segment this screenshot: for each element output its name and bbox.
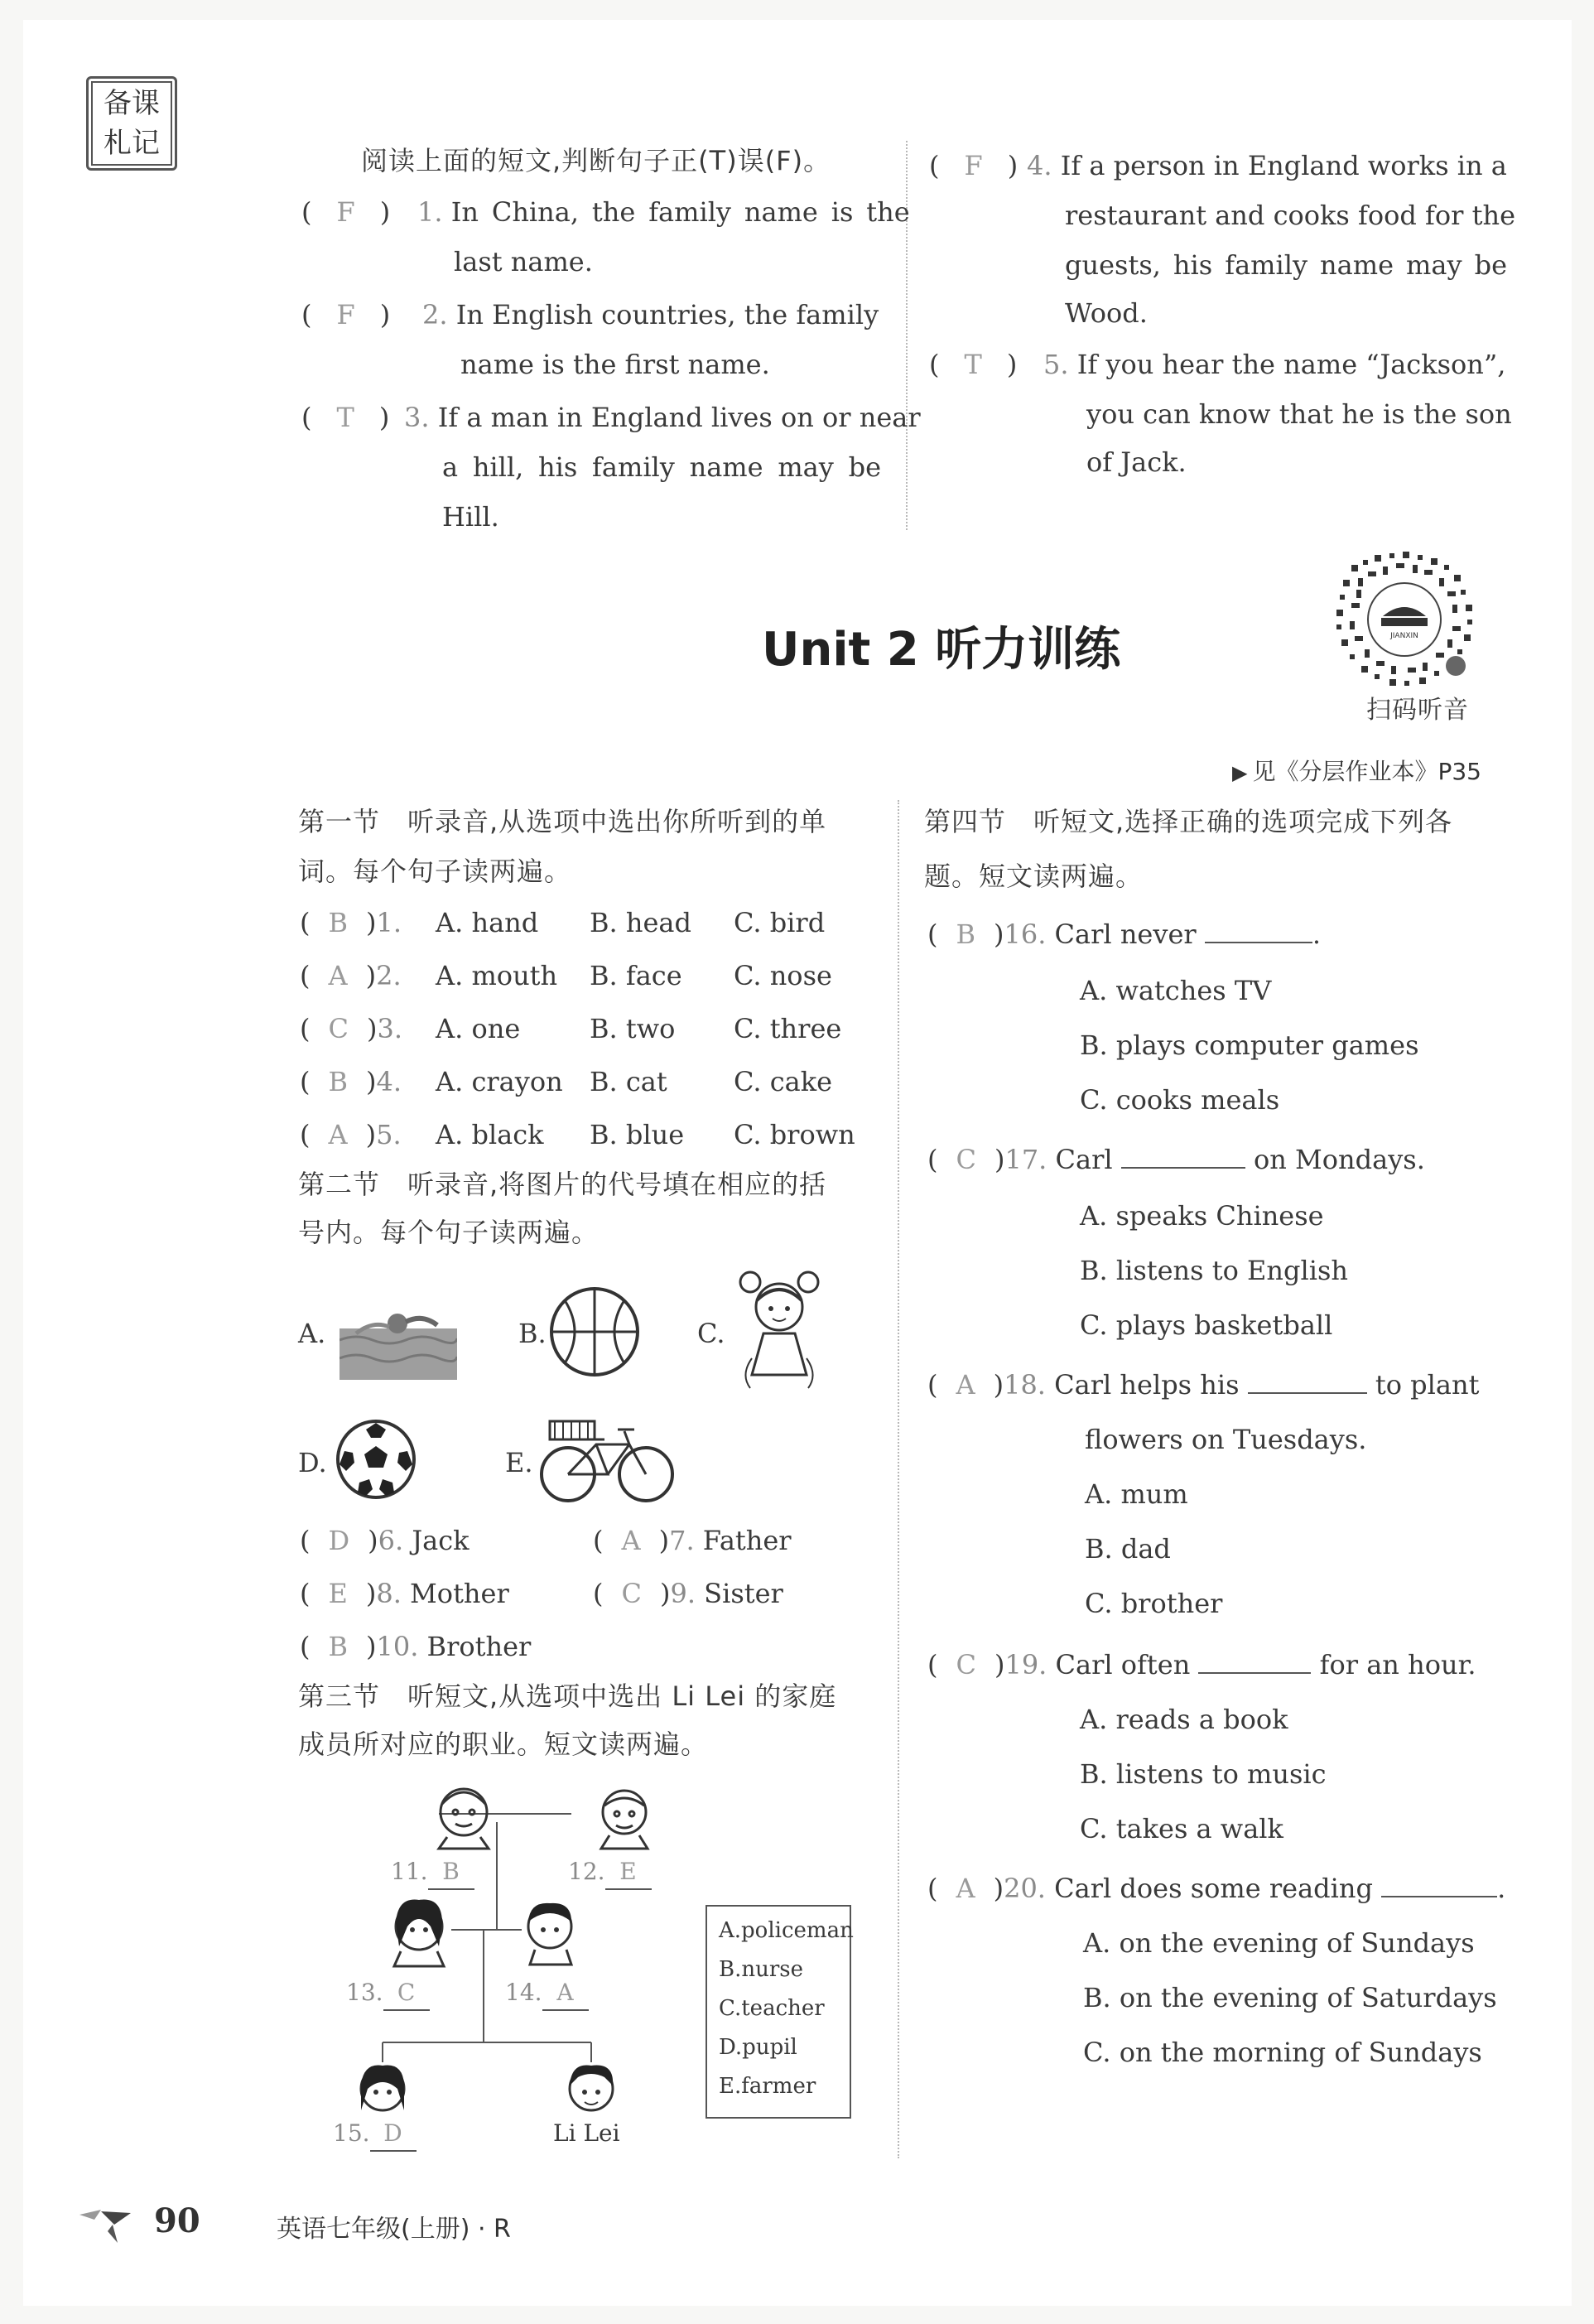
answer: C (328, 1013, 349, 1044)
section4-header-line2: 题。短文读两遍。 (924, 861, 1144, 892)
item-number: 13. (346, 1979, 383, 2006)
item-number: 16. (1004, 919, 1047, 950)
workbook-reference: ▶ 见《分层作业本》P35 (1232, 754, 1481, 787)
stem-pre: Carl never (1054, 919, 1197, 950)
section4-header-line1: 第四节 听短文,选择正确的选项完成下列各 (924, 806, 1453, 837)
pic-label-e: E. (505, 1447, 533, 1478)
item-number: 5. (1043, 349, 1069, 380)
answer: A (956, 1369, 975, 1401)
option-b: B. head (590, 907, 691, 938)
answer: B (956, 919, 975, 950)
item-text-1: If a man in England lives on or near (437, 402, 921, 433)
item-number: 20. (1004, 1873, 1046, 1904)
tree-label-15 (333, 2117, 417, 2152)
section3-header-line2: 成员所对应的职业。短文读两遍。 (298, 1729, 709, 1760)
item-number: 17. (1004, 1144, 1047, 1175)
stamp-line-1: 备课 (104, 87, 160, 120)
answer: B (428, 1855, 474, 1890)
answer: B (328, 1631, 348, 1662)
pic-label-b: B. (518, 1318, 547, 1349)
item-number: 7. (669, 1525, 695, 1556)
section1-header-line1: 第一节 听录音,从选项中选出你所听到的单 (298, 806, 827, 837)
grandma-icon (439, 1789, 489, 1849)
section2-item-10: ( B )10. Brother (300, 1631, 532, 1662)
grandpa-icon (601, 1791, 648, 1849)
option-c: C. three (734, 1013, 842, 1044)
option-a: A. one (436, 1013, 521, 1044)
option-a: A. speaks Chinese (1080, 1200, 1324, 1232)
item-number: 4. (1027, 150, 1052, 181)
pic-label-c: C. (697, 1318, 725, 1349)
stem-pre: Carl does some reading (1054, 1873, 1373, 1904)
bicycle-picture (538, 1415, 676, 1511)
item-text-3: Hill. (442, 501, 499, 533)
option-c: C. on the morning of Sundays (1083, 2037, 1482, 2068)
page-number: 90 (154, 2201, 200, 2240)
option-b: B. listens to English (1080, 1255, 1348, 1286)
item-number: 18. (1004, 1369, 1046, 1401)
basketball-picture (548, 1285, 641, 1381)
paren-close: ) (378, 402, 390, 433)
option-b: B. on the evening of Saturdays (1083, 1982, 1497, 2013)
item-number: 15. (333, 2119, 370, 2147)
item-word: Sister (704, 1578, 783, 1609)
unit-title: Unit 2 听力训练 (762, 623, 1121, 677)
item-word: Father (702, 1525, 792, 1556)
occupation-box (706, 1905, 854, 2119)
item-word: Jack (412, 1525, 470, 1556)
answer: A (956, 1873, 975, 1904)
section2-item-9: ( C )9. Sister (593, 1578, 783, 1609)
item-number: 11. (391, 1858, 428, 1885)
pic-label-d: D. (298, 1447, 327, 1478)
mother-icon (394, 1900, 444, 1966)
answer: D (328, 1525, 350, 1556)
answer-blank (1121, 1167, 1245, 1169)
occupation-b: B.nurse (719, 1957, 804, 1982)
item-text-1: If a person in England works in a (1060, 150, 1507, 181)
item-number: 6. (378, 1525, 404, 1556)
stem-pre: Carl helps his (1054, 1369, 1240, 1401)
item-number: 8. (376, 1578, 402, 1609)
occupation-c: C.teacher (719, 1996, 825, 2021)
item-number: 12. (568, 1858, 605, 1885)
stem-post: for an hour. (1319, 1649, 1476, 1680)
li-lei-label: Li Lei (553, 2119, 620, 2147)
item-number: 9. (670, 1578, 696, 1609)
answer: T (964, 349, 982, 380)
item-text-3: guests, his family name may be (1065, 249, 1507, 281)
stem-line-2: flowers on Tuesdays. (1085, 1424, 1367, 1455)
answer: F (964, 150, 983, 181)
li-lei-icon (570, 2066, 613, 2111)
answer: A (542, 1976, 589, 2011)
answer-blank (1381, 1896, 1497, 1897)
paren-open: ( (301, 402, 312, 433)
item-text-4: Wood. (1065, 297, 1148, 329)
answer: F (336, 299, 355, 330)
qr-code[interactable] (1335, 550, 1474, 689)
answer: E (328, 1578, 348, 1609)
answer: C (956, 1649, 976, 1680)
option-a: A. watches TV (1080, 975, 1272, 1006)
item-text-3: of Jack. (1086, 446, 1187, 478)
stem-post: to plant (1375, 1369, 1480, 1401)
paren-close: ) (1006, 349, 1018, 380)
stem-post: on Mondays. (1253, 1144, 1425, 1175)
answer: C (383, 1976, 430, 2011)
section3-header-line1: 第三节 听短文,从选项中选出 Li Lei 的家庭 (298, 1680, 837, 1712)
answer: A (328, 1119, 348, 1150)
option-c: C. cake (734, 1066, 833, 1097)
paren-close: ) (379, 299, 391, 330)
option-b: B. face (590, 960, 682, 991)
option-c: C. nose (734, 960, 832, 991)
section2-item-7: ( A )7. Father (593, 1525, 792, 1556)
occupation-a: A.policeman (719, 1918, 854, 1943)
option-c: C. takes a walk (1080, 1813, 1283, 1844)
tree-label-12 (568, 1855, 652, 1890)
item-number: 3. (377, 1013, 402, 1044)
father-icon (528, 1903, 571, 1965)
section2-item-8: ( E )8. Mother (300, 1578, 509, 1609)
answer: T (336, 402, 354, 433)
tree-label-14 (505, 1976, 589, 2011)
option-b: B. plays computer games (1080, 1029, 1419, 1061)
item-text-2: name is the first name. (460, 349, 770, 380)
option-a: A. mouth (436, 960, 558, 991)
girl-picture (734, 1267, 825, 1395)
answer: E (605, 1855, 652, 1890)
paren-open: ( (929, 150, 940, 181)
option-a: A. on the evening of Sundays (1083, 1927, 1475, 1959)
pic-label-a: A. (298, 1318, 326, 1349)
option-a: A. reads a book (1080, 1704, 1288, 1735)
answer: A (621, 1525, 641, 1556)
stem-pre: Carl (1055, 1144, 1113, 1175)
item-text-2: you can know that he is the son (1086, 398, 1512, 430)
tree-label-13 (346, 1976, 430, 2011)
stem-pre: Carl often (1055, 1649, 1191, 1680)
qr-code-graphic (1335, 550, 1474, 689)
item-number: 4. (376, 1066, 402, 1097)
answer-blank (1198, 1672, 1311, 1674)
item-number: 14. (505, 1979, 542, 2006)
qr-center-text: JIANXIN (1390, 632, 1418, 640)
answer: D (370, 2117, 417, 2152)
option-c: C. cooks meals (1080, 1084, 1280, 1116)
paren-open: ( (929, 349, 940, 380)
option-c: C. brown (734, 1119, 855, 1150)
stem-post: . (1497, 1873, 1506, 1904)
book-title: 英语七年级(上册) · R (277, 2215, 511, 2244)
option-a: A. crayon (436, 1066, 563, 1097)
item-number: 1. (417, 196, 443, 228)
sister-icon (361, 2065, 404, 2110)
occupation-d: D.pupil (719, 2035, 797, 2060)
option-b: B. listens to music (1080, 1758, 1327, 1790)
answer: B (328, 907, 348, 938)
answer: A (328, 960, 348, 991)
item-number: 5. (376, 1119, 402, 1150)
item-text-1: In China, the family name is the (450, 196, 910, 228)
option-c: C. plays basketball (1080, 1309, 1333, 1341)
item-text-1: If you hear the name “Jackson”, (1076, 349, 1506, 380)
qr-caption: 扫码听音 (1366, 696, 1469, 725)
stem-post: . (1312, 919, 1322, 950)
paren-open: ( (301, 299, 312, 330)
section2-item-6: ( D )6. Jack (300, 1525, 470, 1556)
item-text-2: a hill, his family name may be (442, 451, 881, 483)
item-number: 3. (404, 402, 430, 433)
football-picture (335, 1418, 417, 1504)
item-text-2: restaurant and cooks food for the (1065, 200, 1516, 231)
tree-label-11 (391, 1855, 474, 1890)
item-text-2: last name. (454, 246, 593, 277)
option-b: B. two (590, 1013, 676, 1044)
option-c: C. bird (734, 907, 826, 938)
swimming-picture (340, 1300, 457, 1383)
stamp-line-2: 札记 (104, 127, 160, 160)
answer: C (621, 1578, 642, 1609)
paren-close: ) (379, 196, 391, 228)
paren-close: ) (1007, 150, 1019, 181)
option-b: B. cat (590, 1066, 667, 1097)
item-text-1: In English countries, the family (455, 299, 879, 330)
option-a: A. mum (1085, 1478, 1188, 1510)
item-number: 1. (376, 907, 402, 938)
answer: F (336, 196, 355, 228)
item-word: Brother (426, 1631, 532, 1662)
item-number: 10. (376, 1631, 419, 1662)
option-a: A. black (436, 1119, 544, 1150)
answer-blank (1248, 1392, 1367, 1394)
paren-open: ( (301, 196, 312, 228)
footer-ornament-icon (76, 2203, 136, 2249)
section2-header-line1: 第二节 听录音,将图片的代号填在相应的括 (298, 1169, 827, 1200)
occupation-e: E.farmer (719, 2074, 816, 2099)
item-number: 2. (422, 299, 448, 330)
section1-header-line2: 词。每个句子读两遍。 (298, 856, 572, 887)
option-b: B. dad (1085, 1533, 1171, 1565)
reading-instruction: 阅读上面的短文,判断句子正(T)误(F)。 (361, 145, 831, 176)
item-number: 2. (376, 960, 402, 991)
section2-header-line2: 号内。每个句子读两遍。 (298, 1217, 600, 1248)
option-c: C. brother (1085, 1588, 1223, 1619)
option-b: B. blue (590, 1119, 685, 1150)
notes-stamp (86, 76, 177, 171)
option-a: A. hand (436, 907, 539, 938)
item-word: Mother (410, 1578, 509, 1609)
answer: C (956, 1144, 976, 1175)
column-divider-main (898, 800, 899, 2158)
answer-blank (1205, 942, 1312, 943)
answer: B (328, 1066, 348, 1097)
item-number: 19. (1004, 1649, 1047, 1680)
